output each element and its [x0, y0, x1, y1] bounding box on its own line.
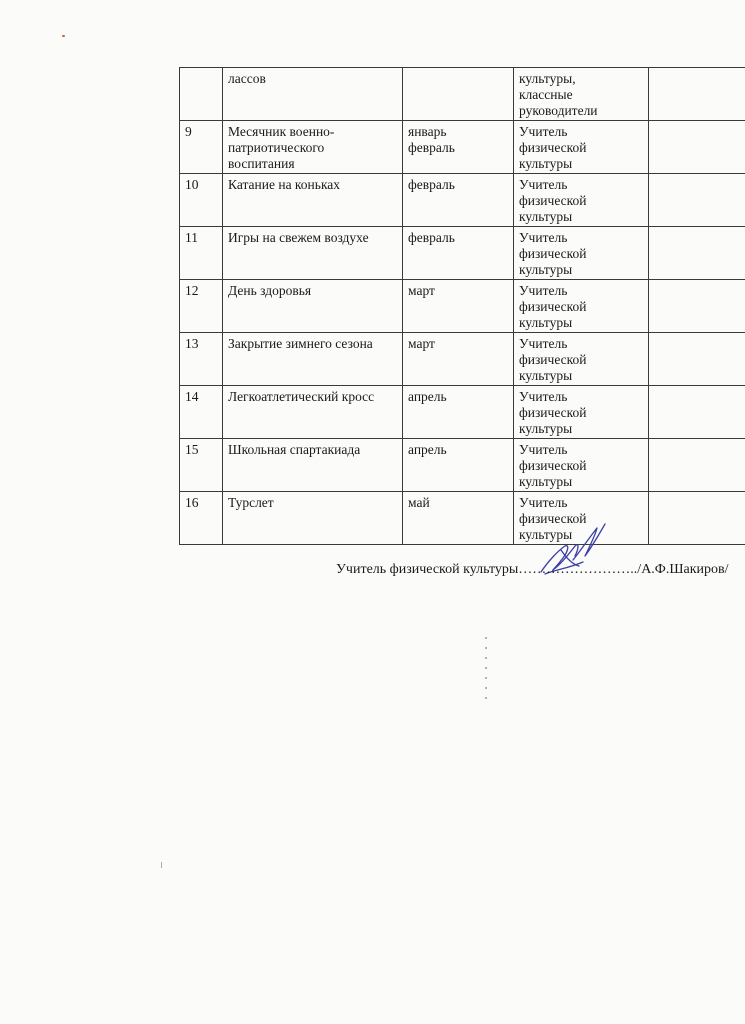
responsible-cell: Учитель физической культуры [514, 121, 649, 174]
row-number-cell: 9 [180, 121, 223, 174]
note-cell [649, 68, 745, 121]
table-row [180, 280, 745, 333]
table-row [180, 439, 745, 492]
signature-line: Учитель физической культуры……………………../А.Ф.Шакиров/ [336, 562, 729, 577]
month-cell [403, 68, 514, 121]
responsible-cell: Учитель физической культуры [514, 386, 649, 439]
table-row [180, 121, 745, 174]
row-number-cell: 11 [180, 227, 223, 280]
scan-speck [62, 35, 65, 37]
note-cell [649, 280, 745, 333]
note-cell [649, 174, 745, 227]
activity-name-cell: Месячник военно- патриотического воспитания [223, 121, 403, 174]
activity-name-cell: День здоровья [223, 280, 403, 333]
row-number-cell: 14 [180, 386, 223, 439]
scan-mark [161, 862, 162, 868]
activity-name-cell: Катание на коньках [223, 174, 403, 227]
scan-dots [484, 637, 488, 707]
responsible-cell: Учитель физической культуры [514, 280, 649, 333]
row-number-cell: 16 [180, 492, 223, 545]
row-number-cell: 10 [180, 174, 223, 227]
note-cell [649, 333, 745, 386]
activity-name-cell: Турслет [223, 492, 403, 545]
activity-name-cell: Легкоатлетический кросс [223, 386, 403, 439]
activity-plan-table [179, 67, 745, 545]
row-number-cell: 15 [180, 439, 223, 492]
month-cell: январь февраль [403, 121, 514, 174]
responsible-cell: Учитель физической культуры [514, 333, 649, 386]
table-row [180, 68, 745, 121]
responsible-cell: культуры, классные руководители [514, 68, 649, 121]
month-cell: май [403, 492, 514, 545]
table-row [180, 386, 745, 439]
month-cell: февраль [403, 174, 514, 227]
month-cell: апрель [403, 439, 514, 492]
note-cell [649, 492, 745, 545]
responsible-cell: Учитель физической культуры [514, 227, 649, 280]
responsible-cell: Учитель физической культуры [514, 439, 649, 492]
row-number-cell: 13 [180, 333, 223, 386]
month-cell: март [403, 280, 514, 333]
note-cell [649, 227, 745, 280]
month-cell: февраль [403, 227, 514, 280]
note-cell [649, 386, 745, 439]
month-cell: март [403, 333, 514, 386]
note-cell [649, 439, 745, 492]
note-cell [649, 121, 745, 174]
responsible-cell: Учитель физической культуры [514, 174, 649, 227]
activity-name-cell: лассов [223, 68, 403, 121]
table-row [180, 333, 745, 386]
activity-name-cell: Школьная спартакиада [223, 439, 403, 492]
table-row [180, 227, 745, 280]
row-number-cell: 12 [180, 280, 223, 333]
responsible-cell: Учитель физической культуры [514, 492, 649, 545]
row-number-cell [180, 68, 223, 121]
table-row [180, 174, 745, 227]
table-row [180, 492, 745, 545]
activity-name-cell: Закрытие зимнего сезона [223, 333, 403, 386]
activity-name-cell: Игры на свежем воздухе [223, 227, 403, 280]
month-cell: апрель [403, 386, 514, 439]
